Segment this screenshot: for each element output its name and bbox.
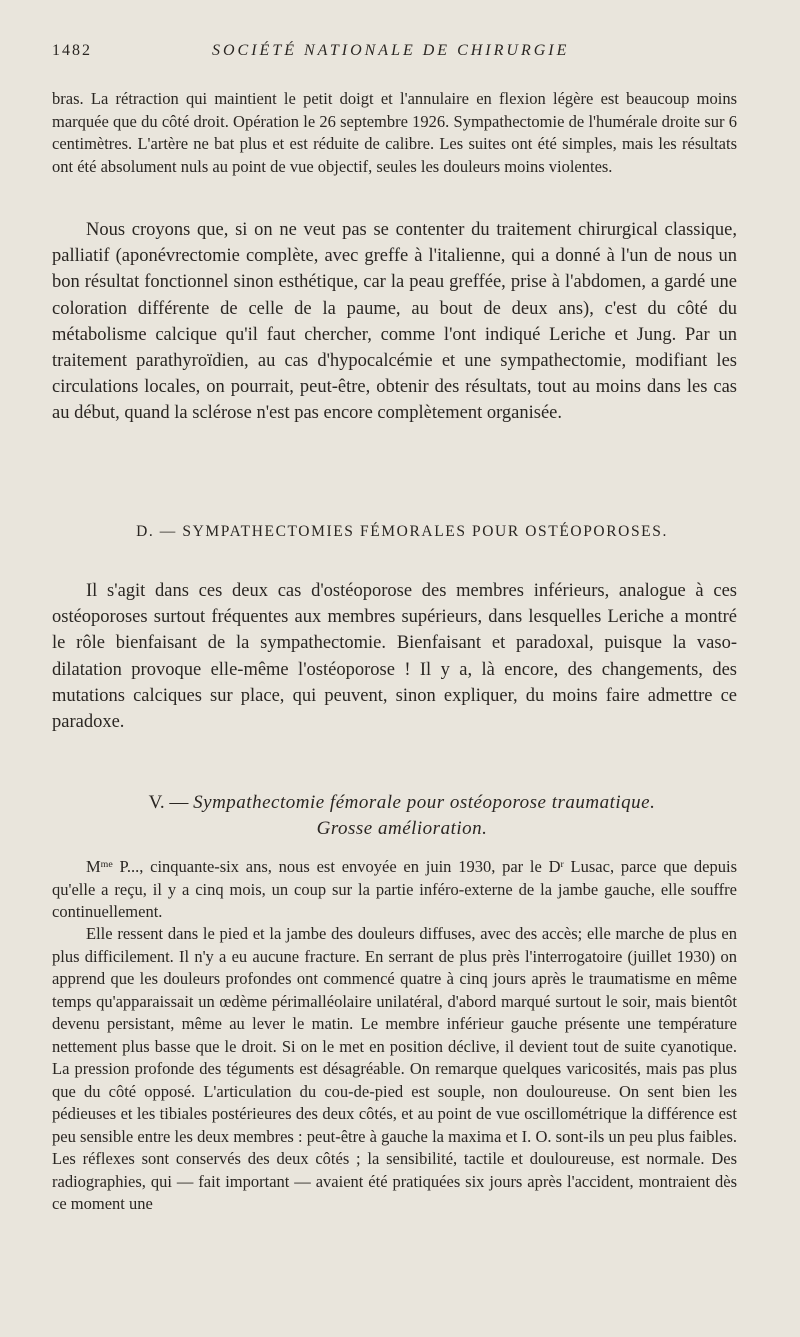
case-heading-line-1 bbox=[52, 790, 752, 816]
case-heading-line-2: Grosse amélioration. bbox=[316, 818, 488, 839]
paragraph-text: Elle ressent dans le pied et la jambe des douleurs diffuses, avec des accès; elle marche de plus en plus difficilement. Il n'y a eu aucune fracture. En serrant de plus près l'interrogatoire (juillet 1930) on apprend que les douleurs profondes ont commencé quatre à cinq jours après le traumatisme en même temps qu'apparaissait un œdème périmalléolaire unilatéral, d'abord marqué surtout le soir, mais bientôt devenu persistant, même au lever le matin. Le membre inférieur gauche présente une température nettement plus basse que le droit. Si on le met en position déclive, il devient tout de suite cyanotique. La pression profonde des téguments est désagréable. On remarque quelques varicosités, mais pas plus que du côté opposé. L'articulation du cou-de-pied est souple, non douloureuse. On sent bien les pédieuses et les tibiales postérieures des deux côtés, et au point de vue oscillométrique la différence est peu sensible entre les deux membres : peut-être à gauche la maxima et I. O. sont-ils un peu plus faibles. Les réflexes sont conservés des deux côtés ; la sensibilité, tactile et douloureuse, est normale. Des radiographies, qui — fait important — avaient été pratiquées six jours après l'accident, montraient dès ce moment une bbox=[52, 924, 737, 1213]
paragraph-text-part: P..., cinquante-six ans, nous est envoyée en juin 1930, par le D bbox=[112, 857, 561, 876]
paragraph-text: Il s'agit dans ces deux cas d'ostéoporose des membres inférieurs, analogue à ces ostéoporoses surtout fréquentes aux membres supérieurs, dans lesquelles Leriche a montré le rôle bienfaisant de la sympathectomie. Bienfaisant et paradoxal, puisque la vaso-dilatation provoque elle-même l'ostéoporose ! Il y a, là encore, des changements, des mutations calciques sur place, qui peuvent, sinon expliquer, du moins faire admettre ce paradoxe. bbox=[52, 581, 737, 733]
paragraph-text-part: Lusac, parce que depuis qu'elle a reçu, il y a cinq mois, un coup sur la partie inféro-externe de la jambe gauche, elle souffre continuellement. bbox=[52, 857, 737, 921]
case-heading bbox=[52, 790, 752, 842]
section-heading: D. — SYMPATHECTOMIES FÉMORALES POUR OSTÉOPOROSES. bbox=[136, 523, 668, 540]
running-head: SOCIÉTÉ NATIONALE DE CHIRURGIE bbox=[212, 42, 570, 59]
page-header bbox=[52, 42, 752, 68]
paragraph-2 bbox=[52, 217, 737, 427]
paragraph-1 bbox=[52, 88, 737, 178]
paragraph-text: bras. La rétraction qui maintient le petit doigt et l'annulaire en flexion légère est beaucoup moins marquée que du côté droit. Opération le 26 septembre 1926. Sympathectomie de l'humérale droite sur 6 centimètres. L'artère ne bat plus et est réduite de calibre. Les suites ont été simples, mais les résultats ont été absolument nuls au point de vue objectif, seules les douleurs moins violentes. bbox=[52, 89, 737, 176]
case-number: V. — bbox=[148, 792, 189, 813]
page-number: 1482 bbox=[52, 42, 92, 59]
paragraph-text bbox=[52, 856, 737, 924]
paragraph-text: Nous croyons que, si on ne veut pas se contenter du traitement chirurgical classique, palliatif (aponévrectomie complète, avec greffe à l'italienne, qui a donné à l'un de nous un bon résultat fonctionnel sinon esthétique, car la peau greffée, prise à l'abdomen, a gardé une coloration différente de celle de la paume, au bout de deux ans), c'est du côté du métabolisme calcique qu'il faut chercher, comme l'ont indiqué Leriche et Jung. Par un traitement parathyroïdien, au cas d'hypocalcémie et une sympathectomie, modifiant les circulations locales, on pourrait, peut-être, obtenir des résultats, tout au moins dans les cas au début, quand la sclérose n'est pas encore complètement organisée. bbox=[52, 220, 737, 424]
title-superscript: me bbox=[100, 859, 113, 871]
case-title: Sympathectomie fémorale pour ostéoporose traumatique. bbox=[193, 792, 656, 813]
paragraph-3 bbox=[52, 578, 737, 735]
doctor-superscript: r bbox=[560, 859, 564, 871]
title-abbrev: M bbox=[86, 857, 101, 876]
paragraph-4 bbox=[52, 856, 737, 924]
paragraph-5 bbox=[52, 923, 737, 1216]
